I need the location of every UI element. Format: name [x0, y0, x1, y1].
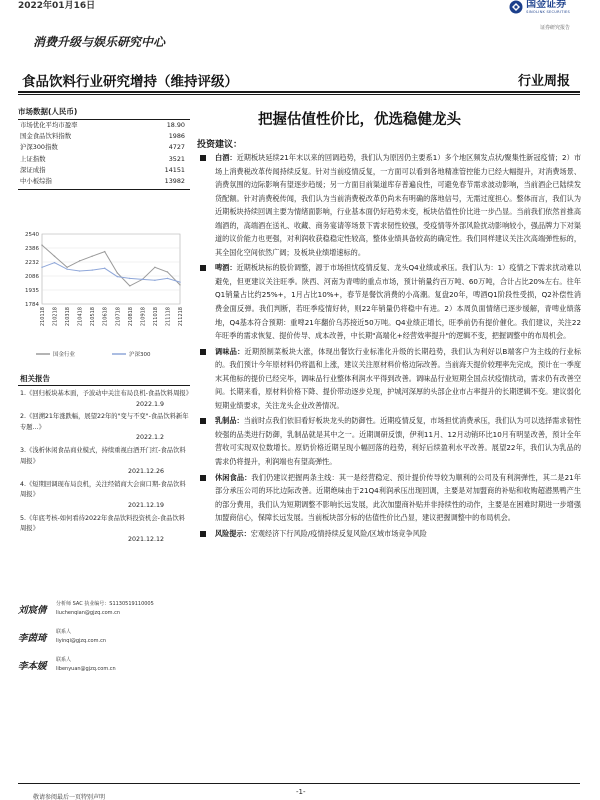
related-reports-title: 相关报告	[20, 374, 50, 383]
contact-role: 联系人	[56, 629, 72, 635]
analyst-block	[18, 600, 190, 618]
market-data-label: 中小板综指	[20, 176, 52, 185]
page-number: -1-	[296, 788, 306, 796]
related-report-title: 1.《回归板块基本面，予波动中关注布局良机-食品饮料周报》	[20, 390, 192, 397]
chart-x-tick-label: 210218	[52, 307, 59, 327]
chart-legend-label: 沪深300	[129, 352, 151, 358]
report-type-label: 证券研究报告	[539, 25, 570, 31]
industry-rating-title: 食品饮料行业研究增持（维持评级）	[22, 74, 238, 90]
analyst-role: 分析师 SAC 执业编号：S1130519110005	[56, 601, 154, 607]
chart-y-tick-label: 2086	[25, 274, 39, 280]
chart-x-tick-label: 210918	[140, 307, 147, 327]
paragraph-text: 宏观经济下行风险/疫情持续反复风险/区域市场竞争风险	[250, 528, 427, 538]
advice-paragraph	[197, 527, 581, 541]
paragraph-heading: 休闲食品：	[215, 472, 252, 482]
header-divider-thin	[18, 94, 580, 95]
market-data-label: 市场优化平均市盈率	[20, 121, 78, 129]
chart-data-point	[117, 276, 118, 277]
advice-paragraph	[197, 345, 581, 413]
market-data-row	[18, 131, 190, 142]
related-report-item[interactable]	[20, 480, 190, 512]
paragraph-heading: 白酒：	[215, 153, 237, 162]
analyst-name: 刘宸倩	[18, 605, 47, 616]
chart-legend-label: 国金行业	[53, 352, 76, 358]
chart-data-point	[66, 267, 67, 268]
chart-x-tick-label: 210418	[77, 307, 84, 327]
paragraph-heading: 调味品：	[215, 346, 245, 356]
bullet-square-icon	[200, 418, 206, 424]
market-data-label: 上证指数	[20, 154, 46, 163]
market-data-value: 4727	[168, 143, 185, 152]
header-divider	[18, 91, 580, 93]
disclaimer-note: 敬请参阅最后一页特别声明	[33, 794, 106, 800]
report-date: 2022年01月16日	[18, 1, 96, 11]
chart-data-point	[79, 260, 80, 261]
footer-divider	[18, 783, 580, 784]
paragraph-text: 我们仍建议把握两条主线：其一是经营稳定、预计提价传导较为顺利的公司及有利润弹性，其二是21年部分承压公司的环比边际改善。近期绝味由于21Q4利润承压出现回调，主要是对加盟商的补贴和收购超潜黑鸭产生的部分费用，我们认为短期调整不影响长远发展，此次加盟商补贴并非持续性的动作，主要是在困难时期进一步增强加盟商信心，保障长远发展。当前板块部分标的估值性价比凸显，建议把握调整中的布局机会。	[215, 472, 581, 523]
related-report-title: 2.《回溯21年涨跌幅，展望22年的"变与不变"-食品饮料新年专题...》	[20, 413, 189, 431]
market-data-row	[18, 142, 190, 153]
contact-name: 李本媛	[18, 661, 47, 672]
market-data-label: 深证成指	[20, 165, 46, 174]
chart-data-point	[117, 272, 118, 273]
chart-x-tick-label: 211218	[178, 307, 184, 327]
chart-x-tick-label: 210618	[102, 307, 109, 327]
market-data-rule	[18, 189, 190, 190]
advice-paragraph	[197, 414, 581, 468]
market-data-value: 1986	[168, 132, 185, 141]
bullet-square-icon	[200, 531, 206, 537]
chart-data-point	[41, 267, 42, 268]
contact-email[interactable]: liyinqi@gjzq.com.cn	[56, 638, 106, 644]
related-report-item[interactable]	[20, 446, 190, 478]
contact-role: 联系人	[56, 657, 72, 663]
bullet-square-icon	[200, 265, 206, 271]
chart-data-point	[54, 256, 55, 257]
analyst-email[interactable]: liuchenqian@gjzq.com.cn	[56, 610, 121, 616]
related-report-item[interactable]	[20, 514, 190, 546]
research-center: 消费升级与娱乐研究中心	[33, 35, 166, 49]
company-english-name: SINOLINK SECURITIES	[526, 10, 570, 14]
chart-data-point	[167, 271, 168, 272]
market-data-title: 市场数据(人民币)	[18, 106, 190, 120]
chart-y-tick-label: 2232	[25, 260, 39, 266]
contact-email[interactable]: libenyuan@gjzq.com.cn	[56, 666, 116, 672]
bullet-square-icon	[200, 349, 206, 355]
related-report-date: 2022.1.9	[135, 400, 164, 408]
chart-y-tick-label: 2540	[25, 232, 39, 238]
related-report-title: 3.《浅析休闲食品商业模式，持续重视白酒开门红-食品饮料周报》	[20, 446, 186, 465]
chart-data-point	[154, 267, 155, 268]
advice-paragraph	[197, 151, 581, 259]
chart-x-tick-label: 210118	[40, 307, 46, 327]
related-report-item[interactable]	[20, 412, 190, 444]
advice-paragraph	[197, 261, 581, 342]
chart-x-tick-label: 210718	[115, 307, 122, 327]
bullet-square-icon	[200, 155, 206, 161]
chart-data-point	[79, 270, 80, 271]
related-report-date: 2022.1.2	[135, 434, 164, 442]
chart-x-tick-label: 210818	[127, 307, 134, 327]
related-report-title: 5.《年底考核-如何看待2022年食品饮料投资机会-食品饮料周报》	[20, 514, 186, 533]
chart-data-point	[66, 268, 67, 269]
contact-name: 李茵琦	[18, 633, 47, 644]
market-data-row	[18, 154, 190, 165]
chart-y-tick-label: 1784	[25, 302, 39, 308]
related-report-title: 4.《短期回调现布局良机，关注经销商大会窗口期-食品饮料周报》	[20, 480, 186, 499]
chart-data-point	[104, 251, 105, 252]
chart-data-point	[104, 268, 105, 269]
report-kind: 行业周报	[517, 74, 570, 89]
contact-block	[18, 656, 190, 674]
chart-data-point	[179, 281, 180, 282]
paragraph-heading: 乳制品：	[215, 416, 244, 426]
chart-y-tick-label: 1935	[25, 288, 39, 294]
advice-paragraph	[197, 471, 581, 525]
chart-data-point	[91, 256, 92, 257]
market-data-table	[18, 120, 190, 187]
chart-data-point	[129, 278, 130, 279]
paragraph-text: 近期板块延续21年末以来的回调趋势，我们认为原因仍主要系1）多个地区频发点状/聚集性新冠疫情；2）市场上消费税改革传闻持续反复。针对当前疫情反复，一方面可以看到各地精准管控能力已经大幅提升，对消费场景、消费氛围的边际影响有望逐步趋缓；另一方面目前渠道库存普遍良性，可避免春节需求波动影响，当前酒企已陆续发货配额。针对消费税传闻，我们认为当前消费税改革仍尚未有明确的落地信号，无需过度担心。整体而言，我们认为近期板块持续回调主要为情绪面影响，行业基本面仍好趋势未变，板块估值性价比进一步凸显。当前我们依然首推高端酒的，高端酒在送礼、收藏、商务宴请等场景下需求韧性较强，受疫情等外部风险扰动影响较小，强品牌力下对渠道的议价能力也更强，对利润收获稳稳定性较高，整体业绩具备较高的确定性。我们同样建议关注次高端弹性标的，其全国化空间依然广阔；及板块业绩增速标的。	[215, 153, 581, 257]
chart-data-point	[179, 284, 180, 285]
company-logo	[509, 0, 570, 14]
contact-block	[18, 628, 190, 646]
chart-series-line-csi300	[42, 263, 180, 282]
chart-data-point	[129, 285, 130, 286]
chart-data-point	[54, 262, 55, 263]
bullet-square-icon	[200, 475, 206, 481]
chart-x-tick-label: 211018	[152, 307, 159, 327]
chart-data-point	[41, 244, 42, 245]
company-name: 国金证券	[526, 0, 567, 10]
related-reports-list	[20, 389, 190, 547]
chart-x-tick-label: 211118	[165, 307, 172, 327]
related-report-date: 2021.12.19	[127, 501, 164, 509]
related-report-item[interactable]	[20, 389, 190, 410]
market-data-panel	[18, 106, 190, 190]
related-reports-rule	[18, 385, 190, 386]
chart-data-point	[142, 279, 143, 280]
related-report-date: 2021.12.26	[127, 468, 164, 476]
chart-x-tick-label: 210318	[65, 307, 72, 327]
paragraph-text: 当前时点我们依旧看好板块龙头的防御性。近期疫情反复，市场担忧消费承压，我们认为可以选择需求韧性较强的品类进行防御，乳制品就是其中之一。近期调研反馈，伊利11月、12月动销环比10月有明显改善，预计全年营收可实现双位数增长。原奶价格近期呈现小幅回落的趋势，利好后续盈利水平改善。展望22年，我们认为乳品的需求仍将提升，利润端也有望高弹性。	[215, 416, 581, 467]
report-headline: 把握估值性价比，优选稳健龙头	[258, 112, 461, 128]
market-data-row	[18, 120, 190, 131]
market-data-label: 国金食品饮料指数	[20, 132, 72, 141]
market-data-value: 13982	[164, 176, 185, 185]
paragraph-text: 近期板块标的股价调整，源于市场担忧疫情反复、龙头Q4业绩或承压。我们认为：1）疫情之下需求扰动难以避免，但更建议关注旺季。陕西、河南为青啤的重点市场，预计销量约百万吨、60万吨，合计占比20%左右。往年Q1销量占比约25%+，1月占比10%+，春节是餐饮消费的小高潮。复盘20年，啤酒Q1阶段性受损，Q2补偿性消费金面反弹。我们判断，若旺季疫情好转，则22年销量仍将稳中有进。2）本周负面情绪已逐步缓解，青啤业绩落地，Q4基本符合预期：重啤21年翻价乌苏接近50万吨。Q4业绩正增长，旺季前仍有提价催化。我们建议，关注22年旺季的需求恢复、提价传导、成本改善，中长期"高端化+经营效率提升"的逻辑不变，把握调整中的布局机会。	[215, 263, 581, 341]
chart-x-tick-label: 210518	[90, 307, 97, 327]
chart-data-point	[154, 280, 155, 281]
sinolink-logo-icon	[509, 0, 523, 14]
market-data-value: 18.90	[166, 121, 185, 129]
index-performance-chart	[18, 226, 190, 366]
chart-data-point	[167, 278, 168, 279]
chart-data-point	[91, 269, 92, 270]
investment-advice-heading: 投资建议：	[197, 140, 243, 150]
market-data-label: 沪深300指数	[20, 143, 58, 152]
chart-y-tick-label: 2386	[25, 246, 39, 252]
paragraph-heading: 啤酒：	[215, 263, 237, 273]
market-data-row	[18, 165, 190, 176]
market-data-value: 14151	[164, 165, 185, 174]
market-data-value: 3521	[168, 154, 185, 163]
market-data-row	[18, 176, 190, 187]
paragraph-text: 近期预制菜板块大涨，体现出餐饮行业标准化升级的长期趋势，我们认为利好以B端客户为主线的行业标的。我们预计今年原材料仍将温和上涨，建议关注原材料价格边际改善。当前海天提价较理率先完成，预计在一季度末其他标的提价已经完毕，调味品行业整体利润水平得到改善。调味品行业短期全国点状疫情扰动，需求仍有改善空间。长期来看，原材料价格下降、提价带动逐步兑现，护城河深厚的头部企业市占率提升的长期逻辑不变。建议弱化短期业绩要求，关注龙头企业改善情况。	[215, 346, 581, 410]
paragraph-heading: 风险提示：	[215, 528, 251, 538]
related-report-date: 2021.12.12	[127, 535, 164, 543]
report-body	[197, 151, 581, 542]
